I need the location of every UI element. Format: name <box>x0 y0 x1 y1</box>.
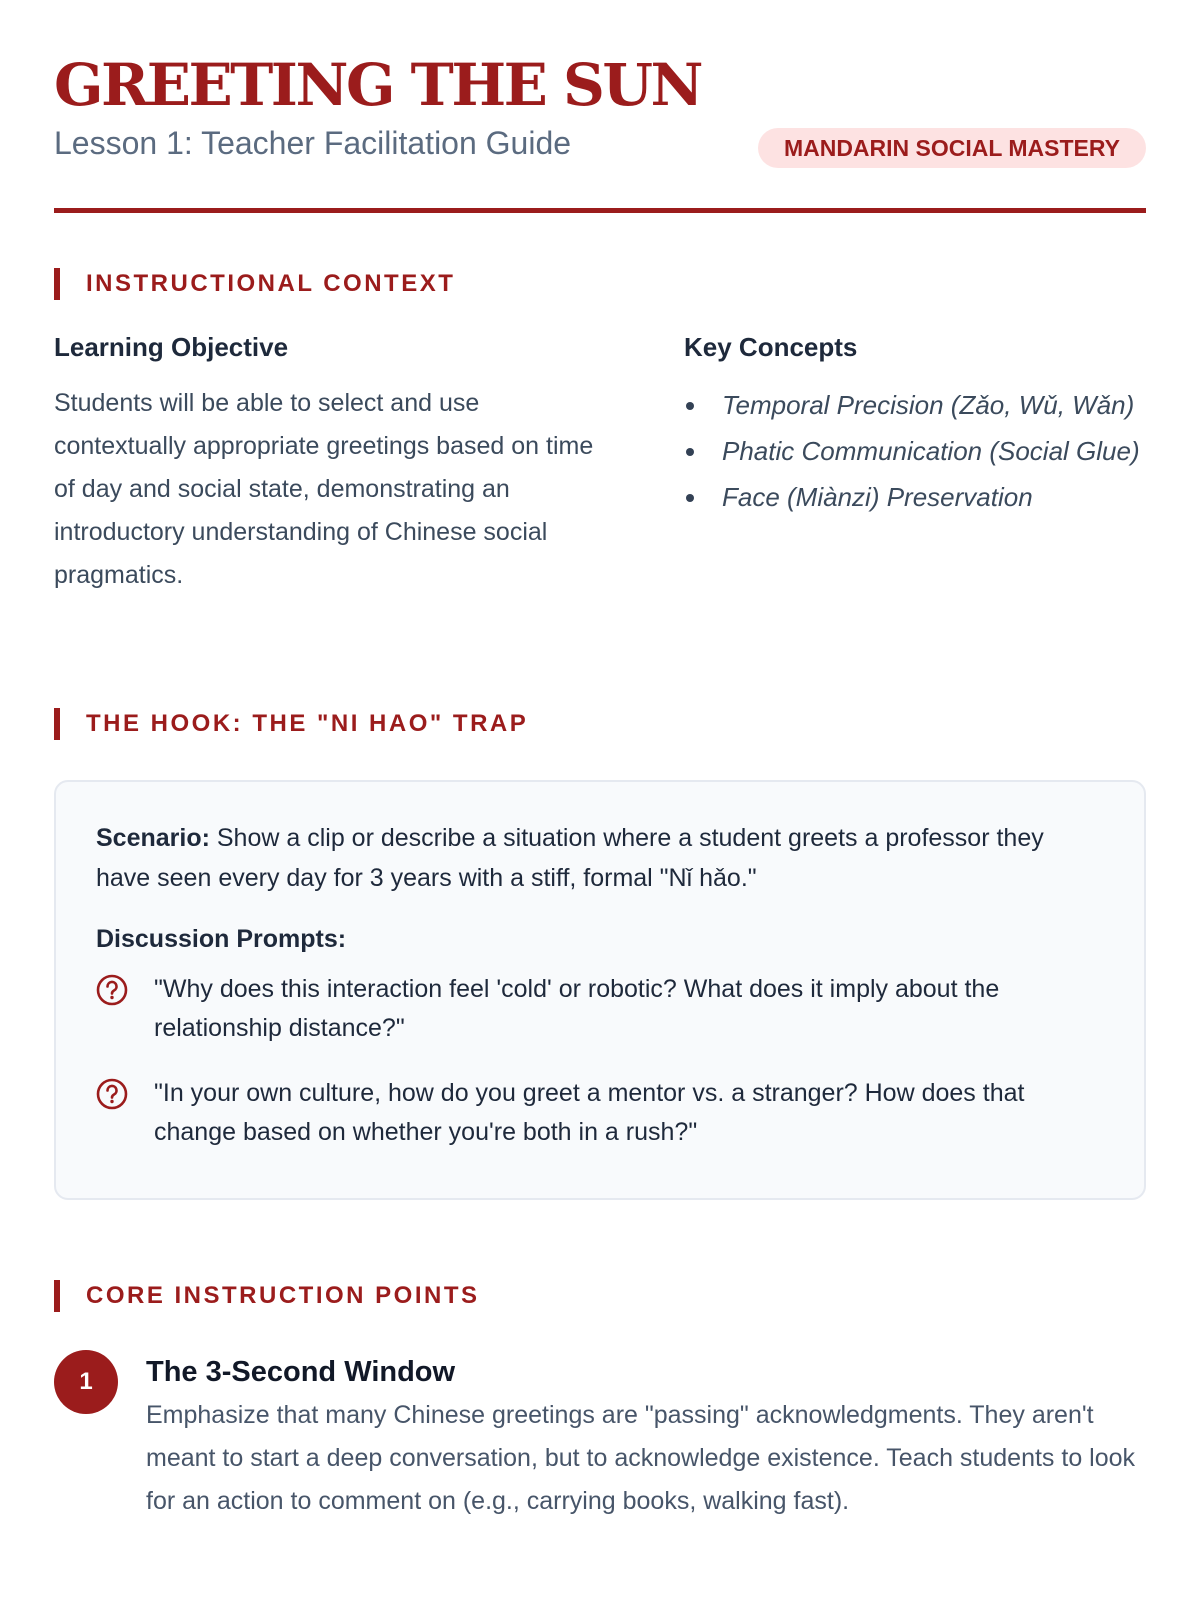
discussion-prompts-title: Discussion Prompts: <box>96 925 347 953</box>
page-title: GREETING THE SUN <box>54 51 702 119</box>
point-number-badge: 1 <box>54 1350 118 1414</box>
scenario-body: Show a clip or describe a situation where a student greets a professor they have seen every day for 3 years with a stiff, formal "Nǐ hǎo." <box>96 824 1044 892</box>
learning-objective-title: Learning Objective <box>54 332 289 362</box>
scenario-text <box>96 818 1104 898</box>
discussion-prompt <box>96 970 1104 1048</box>
section-heading-context: INSTRUCTIONAL CONTEXT <box>54 268 1146 300</box>
discussion-prompt <box>96 1074 1104 1152</box>
page-subtitle: Lesson 1: Teacher Facilitation Guide <box>54 125 572 161</box>
context-columns <box>54 330 1146 597</box>
instruction-point-body <box>146 1354 1146 1523</box>
course-badge: MANDARIN SOCIAL MASTERY <box>758 128 1146 168</box>
section-heading-core: CORE INSTRUCTION POINTS <box>54 1280 1146 1312</box>
discussion-prompt-text: "In your own culture, how do you greet a mentor vs. a stranger? How does that change based on whether you're both in a rush?" <box>154 1079 1025 1146</box>
core-instruction-section <box>54 1280 1146 1523</box>
discussion-prompt-text: "Why does this interaction feel 'cold' or robotic? What does it imply about the relationship distance?" <box>154 975 1000 1042</box>
hook-section <box>54 708 1146 1200</box>
key-concept-item: Phatic Communication (Social Glue) <box>684 428 1146 474</box>
learning-objective-text: Students will be able to select and use contextually appropriate greetings based on time of day and social state, demonstrating an introductory understanding of Chinese social pragmatics. <box>54 389 594 589</box>
key-concepts-list <box>684 382 1146 520</box>
instruction-point-description: Emphasize that many Chinese greetings are "passing" acknowledgments. They aren't meant to start a deep conversation, but to acknowledge existence. Teach students to look for an action to comment on (e.g., carrying books, walking fast). <box>146 1401 1136 1515</box>
header-divider <box>54 208 1146 213</box>
learning-objective <box>54 330 630 597</box>
hook-card <box>54 780 1146 1200</box>
header <box>54 0 1146 214</box>
question-circle-icon <box>96 974 128 1006</box>
key-concepts-title: Key Concepts <box>684 332 858 362</box>
key-concept-item: Temporal Precision (Zǎo, Wǔ, Wǎn) <box>684 382 1146 428</box>
instruction-point <box>54 1354 1146 1523</box>
section-heading-hook: THE HOOK: THE "NI HAO" TRAP <box>54 708 1146 740</box>
key-concept-item: Face (Miànzi) Preservation <box>684 474 1146 520</box>
question-circle-icon <box>96 1078 128 1110</box>
scenario-label: Scenario: <box>96 824 210 852</box>
instruction-point-title: The 3-Second Window <box>146 1356 456 1388</box>
instructional-context-section <box>54 268 1146 597</box>
key-concepts <box>630 330 1146 597</box>
